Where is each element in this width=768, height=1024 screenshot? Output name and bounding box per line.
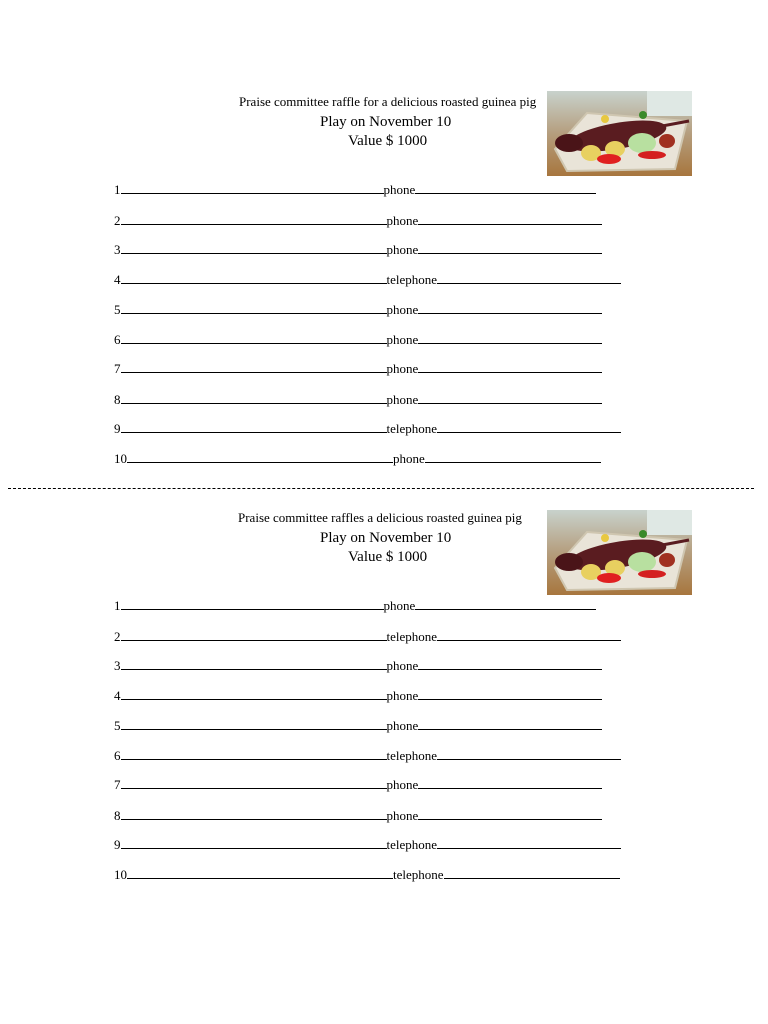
entry-number: 1 — [114, 598, 121, 613]
roasted-guinea-pig-photo — [547, 91, 692, 176]
entry-row — [114, 656, 602, 674]
raffle-title: Praise committee raffles a delicious roasted guinea pig — [238, 510, 522, 525]
name-blank[interactable] — [121, 300, 387, 314]
prize-value: Value $ 1000 — [348, 133, 428, 149]
phone-label: telephone — [386, 837, 438, 852]
entry-number: 8 — [114, 808, 121, 823]
entry-row — [114, 835, 621, 853]
phone-label: phone — [386, 392, 419, 407]
phone-blank[interactable] — [437, 419, 621, 433]
phone-label: phone — [383, 182, 416, 197]
name-blank[interactable] — [121, 390, 387, 404]
entry-row — [114, 806, 602, 824]
phone-blank[interactable] — [418, 330, 602, 344]
entry-row — [114, 746, 621, 764]
name-blank[interactable] — [127, 449, 393, 463]
phone-blank[interactable] — [415, 596, 596, 610]
phone-blank[interactable] — [418, 211, 602, 225]
entry-number: 2 — [114, 213, 121, 228]
entry-number: 3 — [114, 658, 121, 673]
phone-label: phone — [386, 658, 419, 673]
entry-row — [114, 359, 602, 377]
name-blank[interactable] — [127, 865, 393, 879]
roasted-guinea-pig-image — [547, 91, 692, 176]
phone-label: phone — [386, 688, 419, 703]
phone-label: phone — [383, 598, 416, 613]
phone-label: phone — [386, 808, 419, 823]
cut-line-divider — [8, 488, 754, 489]
phone-label: phone — [393, 451, 425, 466]
entry-number: 9 — [114, 837, 121, 852]
phone-label: phone — [386, 213, 419, 228]
entry-row — [114, 240, 602, 258]
entry-row — [114, 270, 621, 288]
phone-blank[interactable] — [437, 835, 621, 849]
phone-blank[interactable] — [418, 390, 602, 404]
entry-number: 6 — [114, 332, 121, 347]
phone-label: phone — [386, 302, 419, 317]
name-blank[interactable] — [121, 419, 387, 433]
phone-blank[interactable] — [437, 746, 621, 760]
entry-row — [114, 865, 620, 883]
phone-blank[interactable] — [425, 449, 601, 463]
entry-row — [114, 419, 621, 437]
name-blank[interactable] — [121, 211, 387, 225]
entry-row — [114, 686, 602, 704]
phone-blank[interactable] — [418, 686, 602, 700]
entry-number: 7 — [114, 361, 121, 376]
entry-number: 5 — [114, 302, 121, 317]
entry-number: 9 — [114, 421, 121, 436]
entry-number: 2 — [114, 629, 121, 644]
name-blank[interactable] — [121, 835, 387, 849]
entry-number: 8 — [114, 392, 121, 407]
name-blank[interactable] — [121, 270, 387, 284]
name-blank[interactable] — [121, 775, 387, 789]
name-blank[interactable] — [121, 746, 387, 760]
prize-value: Value $ 1000 — [348, 549, 428, 565]
phone-label: telephone — [393, 867, 444, 882]
name-blank[interactable] — [121, 656, 387, 670]
phone-label: phone — [386, 361, 419, 376]
entry-row — [114, 330, 602, 348]
entry-row — [114, 211, 602, 229]
name-blank[interactable] — [121, 627, 387, 641]
entry-row — [114, 775, 602, 793]
phone-blank[interactable] — [418, 656, 602, 670]
entry-number: 6 — [114, 748, 121, 763]
phone-label: telephone — [386, 421, 438, 436]
phone-label: telephone — [386, 748, 438, 763]
play-date: Play on November 10 — [320, 530, 452, 546]
entry-number: 10 — [114, 451, 127, 466]
entry-row — [114, 596, 596, 614]
entry-number: 4 — [114, 272, 121, 287]
name-blank[interactable] — [121, 330, 387, 344]
entry-number: 4 — [114, 688, 121, 703]
phone-blank[interactable] — [415, 180, 596, 194]
entry-row — [114, 627, 621, 645]
entry-number: 3 — [114, 242, 121, 257]
phone-blank[interactable] — [444, 865, 620, 879]
phone-label: phone — [386, 332, 419, 347]
name-blank[interactable] — [121, 180, 384, 194]
entry-row — [114, 300, 602, 318]
phone-label: telephone — [386, 629, 438, 644]
play-date: Play on November 10 — [320, 114, 452, 130]
name-blank[interactable] — [121, 686, 387, 700]
roasted-guinea-pig-photo — [547, 510, 692, 595]
raffle-title: Praise committee raffle for a delicious roasted guinea pig — [239, 94, 537, 109]
phone-label: telephone — [386, 272, 438, 287]
roasted-guinea-pig-image — [547, 510, 692, 595]
phone-blank[interactable] — [418, 359, 602, 373]
phone-blank[interactable] — [418, 806, 602, 820]
entry-number: 1 — [114, 182, 121, 197]
phone-blank[interactable] — [418, 775, 602, 789]
phone-label: phone — [386, 242, 419, 257]
phone-blank[interactable] — [418, 300, 602, 314]
phone-blank[interactable] — [437, 270, 621, 284]
entry-row — [114, 449, 601, 467]
phone-blank[interactable] — [418, 716, 602, 730]
entry-number: 5 — [114, 718, 121, 733]
entry-number: 7 — [114, 777, 121, 792]
phone-label: phone — [386, 777, 419, 792]
entry-row — [114, 390, 602, 408]
entry-number: 10 — [114, 867, 127, 882]
entry-row — [114, 180, 596, 198]
name-blank[interactable] — [121, 596, 384, 610]
phone-label: phone — [386, 718, 419, 733]
phone-blank[interactable] — [437, 627, 621, 641]
name-blank[interactable] — [121, 359, 387, 373]
name-blank[interactable] — [121, 716, 387, 730]
name-blank[interactable] — [121, 240, 387, 254]
name-blank[interactable] — [121, 806, 387, 820]
entry-row — [114, 716, 602, 734]
phone-blank[interactable] — [418, 240, 602, 254]
